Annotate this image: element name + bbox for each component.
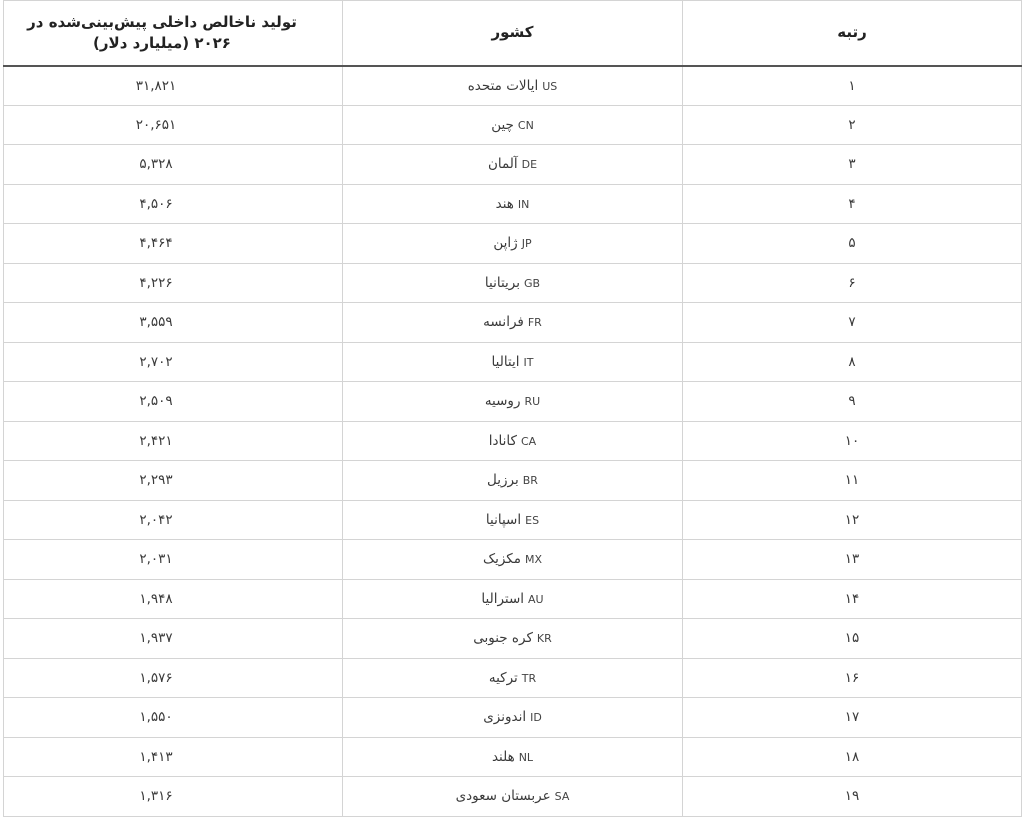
rank-cell: ۵ — [683, 224, 1022, 264]
table-row — [4, 540, 1022, 580]
rank-cell: ۷ — [683, 303, 1022, 343]
table-row — [4, 342, 1022, 382]
country-code: CA — [520, 434, 537, 448]
table-row — [4, 698, 1022, 738]
country-name: بریتانیا — [484, 274, 521, 291]
gdp-cell: ۴,۴۶۴ — [4, 224, 343, 264]
country-code: FR — [527, 316, 542, 330]
country-code: GB — [524, 276, 541, 290]
rank-cell: ۳ — [683, 145, 1022, 185]
country-code: RU — [524, 395, 541, 409]
country-name: هند — [495, 195, 514, 212]
table-row — [4, 303, 1022, 343]
gdp-cell: ۵,۳۲۸ — [4, 145, 343, 185]
country-cell — [343, 382, 683, 422]
rank-cell: ۱۲ — [683, 500, 1022, 540]
country-code: SA — [554, 790, 570, 804]
table-row — [4, 777, 1022, 817]
gdp-cell: ۳,۵۵۹ — [4, 303, 343, 343]
header-row — [4, 1, 1022, 66]
rank-cell: ۱۶ — [683, 658, 1022, 698]
country-cell — [343, 540, 683, 580]
country-cell — [343, 500, 683, 540]
gdp-cell: ۱,۹۴۸ — [4, 579, 343, 619]
table-row — [4, 461, 1022, 501]
gdp-cell: ۱,۵۷۶ — [4, 658, 343, 698]
gdp-cell: ۴,۵۰۶ — [4, 184, 343, 224]
country-code: NL — [518, 750, 534, 764]
gdp-ranking-table — [3, 0, 1022, 817]
country-cell — [343, 698, 683, 738]
country-code: MX — [524, 553, 542, 567]
gdp-cell: ۱,۳۱۶ — [4, 777, 343, 817]
rank-cell: ۶ — [683, 263, 1022, 303]
country-cell — [343, 263, 683, 303]
rank-cell: ۱۹ — [683, 777, 1022, 817]
country-cell — [343, 579, 683, 619]
country-cell — [343, 184, 683, 224]
gdp-cell: ۴,۲۲۶ — [4, 263, 343, 303]
country-cell — [343, 303, 683, 343]
country-code: DE — [521, 158, 538, 172]
header-country: کشور — [343, 1, 683, 66]
country-code: IN — [517, 197, 530, 211]
rank-cell: ۱۸ — [683, 737, 1022, 777]
rank-cell: ۱۵ — [683, 619, 1022, 659]
country-code: ES — [525, 513, 540, 527]
gdp-cell: ۲۰,۶۵۱ — [4, 105, 343, 145]
country-cell — [343, 105, 683, 145]
table-header — [4, 1, 1022, 66]
table-row — [4, 263, 1022, 303]
country-name: هلند — [491, 748, 515, 765]
country-name: استرالیا — [481, 590, 525, 607]
gdp-table-container — [3, 0, 1021, 817]
country-name: آلمان — [487, 156, 518, 173]
rank-cell: ۲ — [683, 105, 1022, 145]
country-cell — [343, 658, 683, 698]
country-cell — [343, 421, 683, 461]
country-code: TR — [521, 671, 537, 685]
rank-cell: ۸ — [683, 342, 1022, 382]
country-name: برزیل — [487, 472, 519, 489]
country-cell — [343, 342, 683, 382]
rank-cell: ۱ — [683, 66, 1022, 106]
country-cell — [343, 145, 683, 185]
country-cell — [343, 737, 683, 777]
table-row — [4, 382, 1022, 422]
rank-cell: ۱۰ — [683, 421, 1022, 461]
table-row — [4, 224, 1022, 264]
gdp-cell: ۲,۵۰۹ — [4, 382, 343, 422]
rank-cell: ۱۴ — [683, 579, 1022, 619]
country-cell — [343, 461, 683, 501]
country-name: ایالات متحده — [467, 77, 539, 94]
rank-cell: ۹ — [683, 382, 1022, 422]
gdp-cell: ۲,۰۴۲ — [4, 500, 343, 540]
country-name: اندونزی — [483, 709, 527, 726]
gdp-cell: ۲,۲۹۳ — [4, 461, 343, 501]
country-code: BR — [522, 474, 538, 488]
table-row — [4, 619, 1022, 659]
country-name: فرانسه — [483, 314, 524, 331]
gdp-cell: ۳۱,۸۲۱ — [4, 66, 343, 106]
country-name: ایتالیا — [491, 353, 520, 370]
country-name: چین — [491, 116, 514, 133]
table-row — [4, 421, 1022, 461]
table-row — [4, 658, 1022, 698]
country-name: روسیه — [484, 393, 521, 410]
table-row — [4, 66, 1022, 106]
country-cell — [343, 619, 683, 659]
table-row — [4, 579, 1022, 619]
country-name: ترکیه — [488, 669, 518, 686]
header-gdp: تولید ناخالص داخلی پیش‌بینی‌شده در ۲۰۲۶ (میلیارد دلار) — [4, 1, 343, 66]
country-name: مکزیک — [482, 551, 521, 568]
country-name: اسپانیا — [485, 511, 522, 528]
table-row — [4, 184, 1022, 224]
table-row — [4, 105, 1022, 145]
country-cell — [343, 224, 683, 264]
country-name: کره جنوبی — [473, 630, 533, 647]
gdp-cell: ۱,۴۱۳ — [4, 737, 343, 777]
country-code: CN — [517, 118, 534, 132]
table-body — [4, 66, 1022, 817]
rank-cell: ۱۱ — [683, 461, 1022, 501]
gdp-cell: ۱,۵۵۰ — [4, 698, 343, 738]
country-code: JP — [521, 237, 532, 251]
country-code: US — [542, 79, 558, 93]
country-code: AU — [528, 592, 544, 606]
country-name: عربستان سعودی — [455, 788, 551, 805]
gdp-cell: ۲,۰۳۱ — [4, 540, 343, 580]
rank-cell: ۱۳ — [683, 540, 1022, 580]
country-cell — [343, 66, 683, 106]
country-code: IT — [523, 355, 534, 369]
table-row — [4, 737, 1022, 777]
gdp-cell: ۲,۴۲۱ — [4, 421, 343, 461]
rank-cell: ۴ — [683, 184, 1022, 224]
country-name: کانادا — [488, 432, 517, 449]
gdp-cell: ۱,۹۳۷ — [4, 619, 343, 659]
country-cell — [343, 777, 683, 817]
country-code: ID — [530, 711, 542, 725]
country-code: KR — [536, 632, 552, 646]
gdp-cell: ۲,۷۰۲ — [4, 342, 343, 382]
rank-cell: ۱۷ — [683, 698, 1022, 738]
table-row — [4, 145, 1022, 185]
country-name: ژاپن — [493, 235, 518, 252]
header-rank: رتبه — [683, 1, 1022, 66]
table-row — [4, 500, 1022, 540]
